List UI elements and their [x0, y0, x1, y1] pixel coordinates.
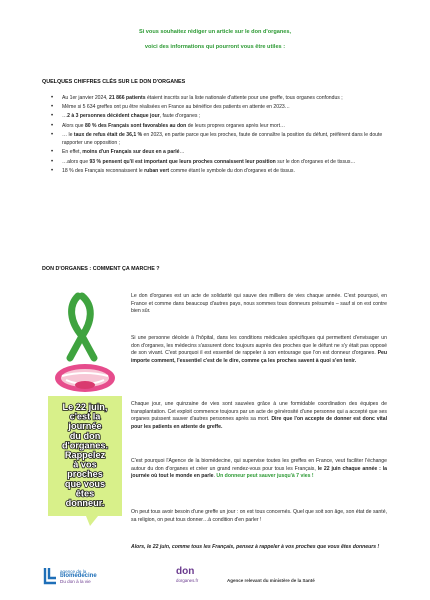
fact-item: [42, 158, 394, 166]
paragraph-run: .: [213, 473, 217, 480]
slogan-line: journée: [68, 421, 102, 432]
fact-run: …: [62, 113, 68, 120]
slogan-line: proches: [67, 469, 103, 480]
footer: [42, 566, 394, 594]
slogan-line: du don: [69, 430, 101, 441]
fact-run: en 2023, en partie parce que les proches, faute de connaître la position du défunt, préfèrent dans le doute rapporter une opposition ;: [62, 131, 383, 147]
paragraph-run: Le don d'organes est un acte de solidarité qui sauve des milliers de vies chaque année. C'est pourquoi, en France et comme dans beaucoup d'autres pays, nous sommes tous donneurs présumés – sauf si on est contre bien sûr.: [131, 293, 387, 315]
fact-run: 80 % des Français sont favorables au don: [84, 122, 187, 129]
fact-item: [42, 112, 394, 120]
fact-run: 2 à 3 personnes décèdent chaque jour: [67, 113, 160, 120]
paragraph-4: [131, 458, 387, 481]
paragraph-run: Si une personne décède à l'hôpital, dans les conditions médicales spécifiques qui permettent d'envisager un don d'organes, les médecins s'assurent donc toujours auprès des proches que le défunt ne s'y était pas opposé de son vivant. C'est pourquoi il est essentiel de rappeler à son entourage que l'on est donneur d'organes.: [131, 335, 387, 357]
fact-run: étaient inscrits sur la liste nationale d'attente pour une greffe, tous organes confondus ;: [145, 95, 343, 101]
slogan-line: êtes: [75, 488, 95, 499]
intro-line-2: voici des informations qui pourront vous être utiles :: [144, 44, 286, 50]
ministry-mention: Agence relevant du ministère de la Santé: [227, 578, 315, 583]
don-logo-site: dorganes.fr: [176, 578, 199, 583]
mouth-illustration: [55, 364, 115, 392]
intro-line-1: Si vous souhaitez rédiger un article sur le don d'organes,: [138, 29, 292, 35]
fact-run: taux de refus était de 36,1 %: [73, 131, 143, 138]
paragraph-run: C'est pourquoi l'Agence de la biomédecine, qui supervise toutes les greffes en France, veut faciliter l'échange autour du don d'organes et créer un grand rendez-vous pour tous les Français,: [131, 458, 387, 472]
agence-name-line-1: agence de la: [60, 569, 87, 574]
fact-run: sur le don d'organes et de tissus…: [275, 158, 356, 165]
fact-item: [42, 167, 394, 175]
don-logo-word: don: [176, 566, 195, 577]
fact-run: … le: [62, 131, 74, 138]
slogan-line: c'est la: [69, 411, 101, 422]
paragraph-run: Alors, le 22 juin, comme tous les Français, pensez à rappeler à vos proches que vous êtes donneurs !: [131, 544, 380, 550]
fact-run: …alors que: [62, 158, 90, 165]
paragraph-run: Un donneur peut sauver jusqu'à 7 vies !: [216, 473, 314, 480]
paragraph-6: [131, 544, 387, 552]
fact-run: Alors que: [62, 122, 85, 129]
fact-item: [42, 131, 394, 148]
fact-run: comme étant le symbole du don d'organes et de tissus.: [169, 167, 295, 174]
agence-name: [60, 569, 97, 585]
campaign-visual: [42, 292, 128, 532]
agence-tagline: Du don à la vie: [60, 579, 91, 585]
paragraph-run: On peut tous avoir besoin d'une greffe un jour : on est tous concernés. Quel que soit son âge, son état de santé, sa religion, on peut tous donner…à condition d'en parler !: [131, 509, 387, 523]
paragraph-3: [131, 401, 387, 432]
fact-run: …: [179, 149, 185, 156]
fact-run: , faute d'organes ;: [159, 113, 201, 120]
fact-run: En effet,: [62, 149, 83, 156]
paragraph-run: Peu importe comment, l'essentiel c'est de le dire, comme ça les proches savent à quoi s'en tenir.: [131, 350, 387, 365]
fact-run: de leurs propres organes après leur mort…: [186, 122, 286, 129]
facts-heading: QUELQUES CHIFFRES CLÉS SUR LE DON D'ORGANES: [42, 79, 186, 85]
slogan-line: donneur.: [65, 498, 105, 508]
agence-name-line-2: biomédecine: [60, 573, 97, 580]
fact-run: Au 1er janvier 2024,: [62, 95, 110, 101]
fact-item: [42, 94, 394, 102]
fact-run: ruban vert: [144, 167, 170, 174]
slogan-line: Rappelez: [64, 450, 106, 460]
paragraph-5: [131, 509, 387, 524]
paragraph-run: Chaque jour, une quinzaine de vies sont sauvées grâce à une formidable coordination des équipes de transplantation. Cet exploit commence toujours par un acte de générosité d'une personne qui a accepté que ses organes puissent sauver d'autres personnes après sa mort.: [131, 401, 387, 423]
paragraph-run: le 22 juin chaque année : la journée où tout le monde en parle: [131, 465, 387, 480]
slogan-line: à vos: [73, 459, 97, 470]
fact-run: 21 866 patients: [109, 95, 146, 101]
slogan-line: d'organes.: [61, 440, 109, 451]
fact-run: 18 % des Français reconnaissent le: [62, 167, 145, 174]
slogan-line: Le 22 juin,: [62, 402, 108, 412]
section-heading: DON D'ORGANES : COMMENT ÇA MARCHE ?: [42, 266, 160, 272]
fact-item: [42, 122, 394, 130]
paragraph-2: [131, 335, 387, 366]
fact-run: Même si 5 634 greffes ont pu être réalisées en France au bénéfice des patients en attente en 2023…: [62, 104, 290, 111]
green-ribbon-icon: [70, 296, 94, 358]
fact-run: moins d'un Français sur deux en a parlé: [82, 149, 180, 156]
facts-list: [42, 94, 394, 176]
fact-run: 93 % pensent qu'il est important que leurs proches connaissent leur position: [89, 158, 276, 165]
slogan-line: que vous: [64, 478, 106, 489]
fact-item: [42, 103, 394, 111]
paragraph-run: Dire que l'on accepte de donner est donc vital pour les patients en attente de greffe.: [131, 416, 387, 431]
fact-item: [42, 148, 394, 156]
paragraph-1: [131, 293, 387, 316]
agence-biomedecine-logo-icon: [42, 567, 58, 587]
